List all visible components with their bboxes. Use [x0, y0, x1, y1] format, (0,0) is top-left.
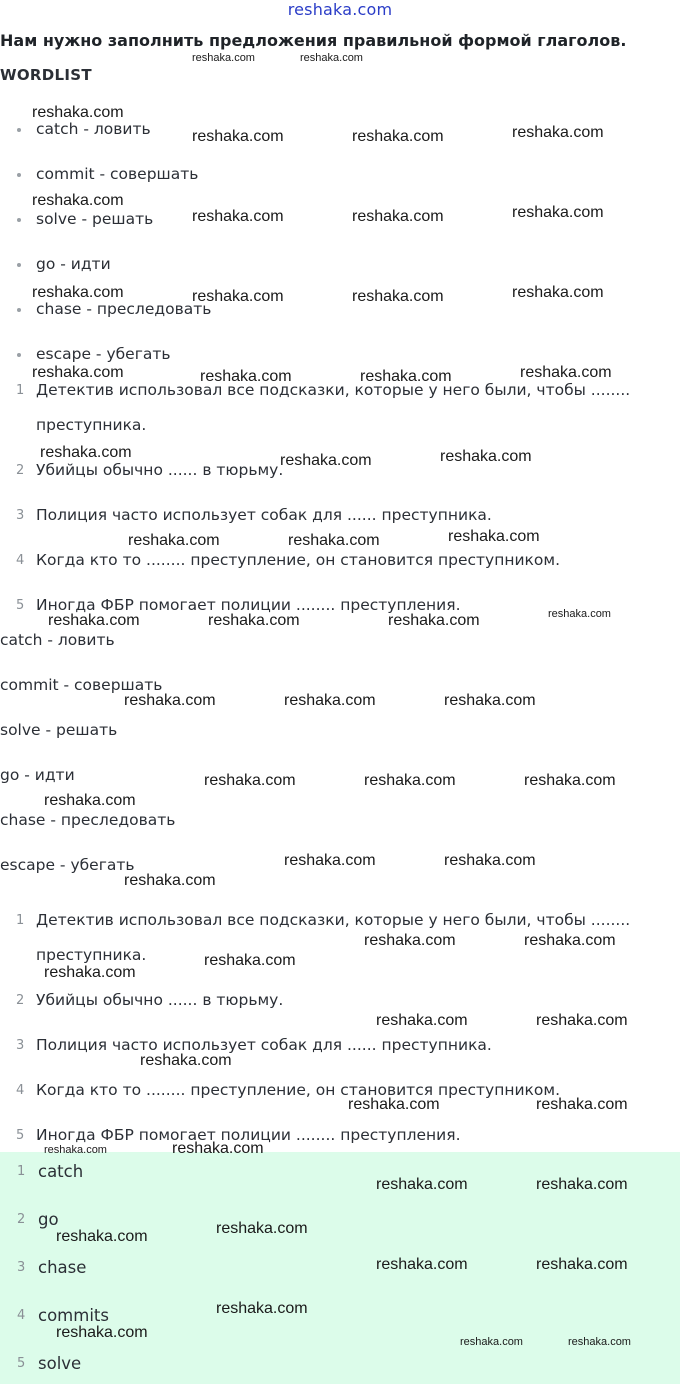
sentence-item: 2 Убийцы обычно ...... в тюрьму. [16, 991, 284, 1009]
answer-list [0, 1152, 680, 1384]
watermark: reshaka.com [56, 1228, 148, 1245]
watermark: reshaka.com [352, 128, 444, 145]
watermark: reshaka.com [208, 612, 300, 629]
watermark: reshaka.com [460, 1336, 523, 1348]
sentence-item: 3 Полиция часто использует собак для ...... преступника. [16, 1036, 492, 1054]
watermark: reshaka.com [192, 52, 255, 64]
bullet-icon [17, 173, 21, 177]
watermark: reshaka.com [376, 1176, 468, 1193]
task-title: Нам нужно заполнить предложения правильной формой глаголов. [0, 31, 627, 50]
watermark: reshaka.com [32, 192, 124, 209]
site-link[interactable]: reshaka.com [287, 0, 393, 19]
watermark: reshaka.com [200, 368, 292, 385]
wordlist-item: solve - решать [0, 197, 211, 242]
answer-item: 2 go [17, 1210, 59, 1229]
watermark: reshaka.com [288, 532, 380, 549]
watermark: reshaka.com [32, 104, 124, 121]
watermark: reshaka.com [204, 952, 296, 969]
watermark: reshaka.com [300, 52, 363, 64]
watermark: reshaka.com [568, 1336, 631, 1348]
watermark: reshaka.com [444, 692, 536, 709]
watermark: reshaka.com [364, 772, 456, 789]
watermark: reshaka.com [56, 1324, 148, 1341]
wordlist-item: catch - ловить [0, 107, 211, 152]
bullet-icon [17, 308, 21, 312]
answer-item: 1 catch [17, 1162, 84, 1181]
wordlist-plain-item: commit - совершать [0, 676, 163, 694]
watermark: reshaka.com [192, 208, 284, 225]
watermark: reshaka.com [192, 288, 284, 305]
watermark: reshaka.com [376, 1256, 468, 1273]
watermark: reshaka.com [40, 444, 132, 461]
watermark: reshaka.com [536, 1256, 628, 1273]
sentence-item: 1 Детектив использовал все подсказки, которые у него были, чтобы ........ преступника. [16, 911, 631, 964]
watermark: reshaka.com [512, 124, 604, 141]
watermark: reshaka.com [444, 852, 536, 869]
answer-box [0, 1152, 680, 1384]
watermark: reshaka.com [536, 1096, 628, 1113]
sentence-list-repeat [0, 898, 660, 1158]
watermark: reshaka.com [352, 208, 444, 225]
watermark: reshaka.com [204, 772, 296, 789]
sentence-item: 4 Когда кто то ........ преступление, он становится преступником. [16, 551, 561, 569]
watermark: reshaka.com [376, 1012, 468, 1029]
sentence-item: 4 Когда кто то ........ преступление, он становится преступником. [16, 1081, 561, 1099]
watermark: reshaka.com [520, 364, 612, 381]
sentence-item: 3 Полиция часто использует собак для ...... преступника. [16, 506, 492, 524]
answer-item: 5 solve [17, 1354, 82, 1373]
watermark: reshaka.com [32, 284, 124, 301]
wordlist-plain-item: escape - убегать [0, 856, 135, 874]
bullet-icon [17, 353, 21, 357]
wordlist-plain-item: catch - ловить [0, 631, 115, 649]
watermark: reshaka.com [352, 288, 444, 305]
watermark: reshaka.com [44, 792, 136, 809]
wordlist-plain [0, 618, 175, 888]
watermark: reshaka.com [280, 452, 372, 469]
watermark: reshaka.com [512, 284, 604, 301]
watermark: reshaka.com [140, 1052, 232, 1069]
watermark: reshaka.com [536, 1176, 628, 1193]
bullet-icon [17, 218, 21, 222]
watermark: reshaka.com [128, 532, 220, 549]
sentence-item: 5 Иногда ФБР помогает полиции ........ преступления. [16, 1126, 461, 1144]
wordlist-item: chase - преследовать [0, 287, 211, 332]
watermark: reshaka.com [32, 364, 124, 381]
watermark: reshaka.com [448, 528, 540, 545]
answer-item: 3 chase [17, 1258, 87, 1277]
site-header [0, 0, 680, 22]
sentence-item: 2 Убийцы обычно ...... в тюрьму. [16, 461, 284, 479]
watermark: reshaka.com [44, 1144, 107, 1156]
watermark: reshaka.com [388, 612, 480, 629]
watermark: reshaka.com [548, 608, 611, 620]
watermark: reshaka.com [284, 692, 376, 709]
watermark: reshaka.com [364, 932, 456, 949]
wordlist-item: go - идти [0, 242, 211, 287]
watermark: reshaka.com [216, 1220, 308, 1237]
answer-item: 4 commits [17, 1306, 109, 1325]
watermark: reshaka.com [48, 612, 140, 629]
wordlist-item: escape - убегать [0, 332, 211, 377]
watermark: reshaka.com [216, 1300, 308, 1317]
watermark: reshaka.com [284, 852, 376, 869]
bullet-icon [17, 263, 21, 267]
wordlist-plain-item: chase - преследовать [0, 811, 176, 829]
watermark: reshaka.com [440, 448, 532, 465]
wordlist-item: commit - совершать [0, 152, 211, 197]
watermark: reshaka.com [172, 1140, 264, 1157]
wordlist-plain-item: go - идти [0, 766, 75, 784]
watermark: reshaka.com [360, 368, 452, 385]
sentence-list [0, 368, 660, 628]
watermark: reshaka.com [124, 692, 216, 709]
watermark: reshaka.com [536, 1012, 628, 1029]
wordlist-heading: WORDLIST [0, 66, 92, 84]
watermark: reshaka.com [192, 128, 284, 145]
watermark: reshaka.com [512, 204, 604, 221]
wordlist-plain-item: solve - решать [0, 721, 118, 739]
watermark: reshaka.com [524, 932, 616, 949]
watermark: reshaka.com [524, 772, 616, 789]
watermark: reshaka.com [348, 1096, 440, 1113]
bullet-icon [17, 128, 21, 132]
sentence-item: 1 Детектив использовал все подсказки, которые у него были, чтобы ........ преступника. [16, 381, 631, 434]
sentence-item: 5 Иногда ФБР помогает полиции ........ преступления. [16, 596, 461, 614]
watermark: reshaka.com [124, 872, 216, 889]
wordlist [0, 107, 211, 377]
watermark: reshaka.com [44, 964, 136, 981]
